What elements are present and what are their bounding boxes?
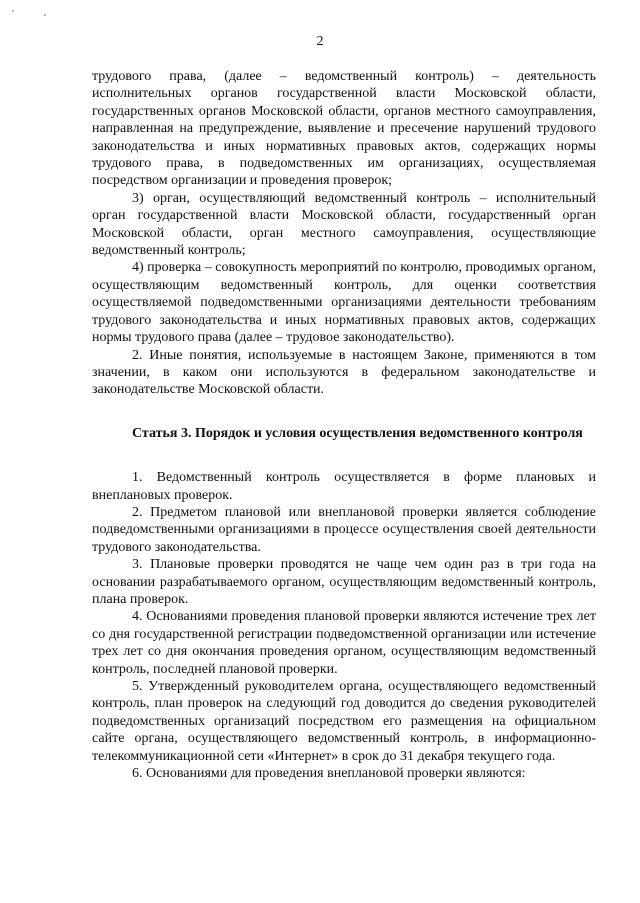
article-heading: Статья 3. Порядок и условия осуществления ведомственного контроля bbox=[132, 425, 583, 441]
scan-artifact bbox=[12, 10, 14, 12]
article-paragraph-3: 3. Плановые проверки проводятся не чаще чем один раз в три года на основании разрабатываемого органом, осуществляющим ведомственный контроль, плана проверок. bbox=[92, 557, 596, 607]
page-number: 2 bbox=[316, 34, 324, 49]
article-paragraph-6: 6. Основаниями для проведения внеплановой проверки являются: bbox=[132, 766, 526, 782]
paragraph-definition-4: 4) проверка – совокупность мероприятий по контролю, проводимых органом, осуществляющим ведомственный контроль, для оценки соответствия осуществляемой подведомственными организациями деятельности требованиям трудового законодательства и иных нормативных правовых актов, содержащих нормы трудового права (далее – трудовое законодательство). bbox=[92, 260, 596, 346]
article-paragraph-2: 2. Предметом плановой или внеплановой проверки является соблюдение подведомственными организациями в процессе осуществления своей деятельности трудового законодательства. bbox=[92, 504, 596, 555]
paragraph-definition-3: 3) орган, осуществляющий ведомственный контроль – исполнительный орган государственной власти Московской области, государственный орган Московской области, орган местного самоуправления, осуществляющие ведомственный контроль; bbox=[92, 190, 596, 259]
scan-artifact bbox=[44, 14, 46, 16]
article-paragraph-5: 5. Утвержденный руководителем органа, осуществляющего ведомственный контроль, план проверок на следующий год доводится до сведения руководителей подведомственных организаций посредством его размещения на официальном сайте органа, осуществляющего ведомственный контроль, в информационно-телекоммуникационной сети «Интернет» в срок до 31 декабря текущего года. bbox=[92, 679, 596, 764]
article-paragraph-4: 4. Основаниями проведения плановой проверки являются истечение трех лет со дня государственной регистрации подведомственной организации или истечение трех лет со дня окончания проведения органом, осуществляющим ведомственный контроль, последней плановой проверки. bbox=[92, 609, 596, 677]
article-paragraph-1: 1. Ведомственный контроль осуществляется в форме плановых и внеплановых проверок. bbox=[92, 470, 596, 503]
paragraph-continuation: трудового права, (далее – ведомственный контроль) – деятельность исполнительных органов государственной власти Московской области, государственных органов Московской области, органов местного самоуправления, направленная на предупреждение, выявление и пресечение нарушений трудового законодательства и иных нормативных правовых актов, содержащих нормы трудового права, в подведомственных им организациях, осуществляемая посредством организации и проведения проверок; bbox=[92, 69, 596, 189]
document-body bbox=[92, 68, 596, 782]
paragraph-other-terms: 2. Иные понятия, используемые в настоящем Законе, применяются в том значении, в каком они используются в федеральном законодательстве и законодательстве Московской области. bbox=[92, 347, 596, 398]
